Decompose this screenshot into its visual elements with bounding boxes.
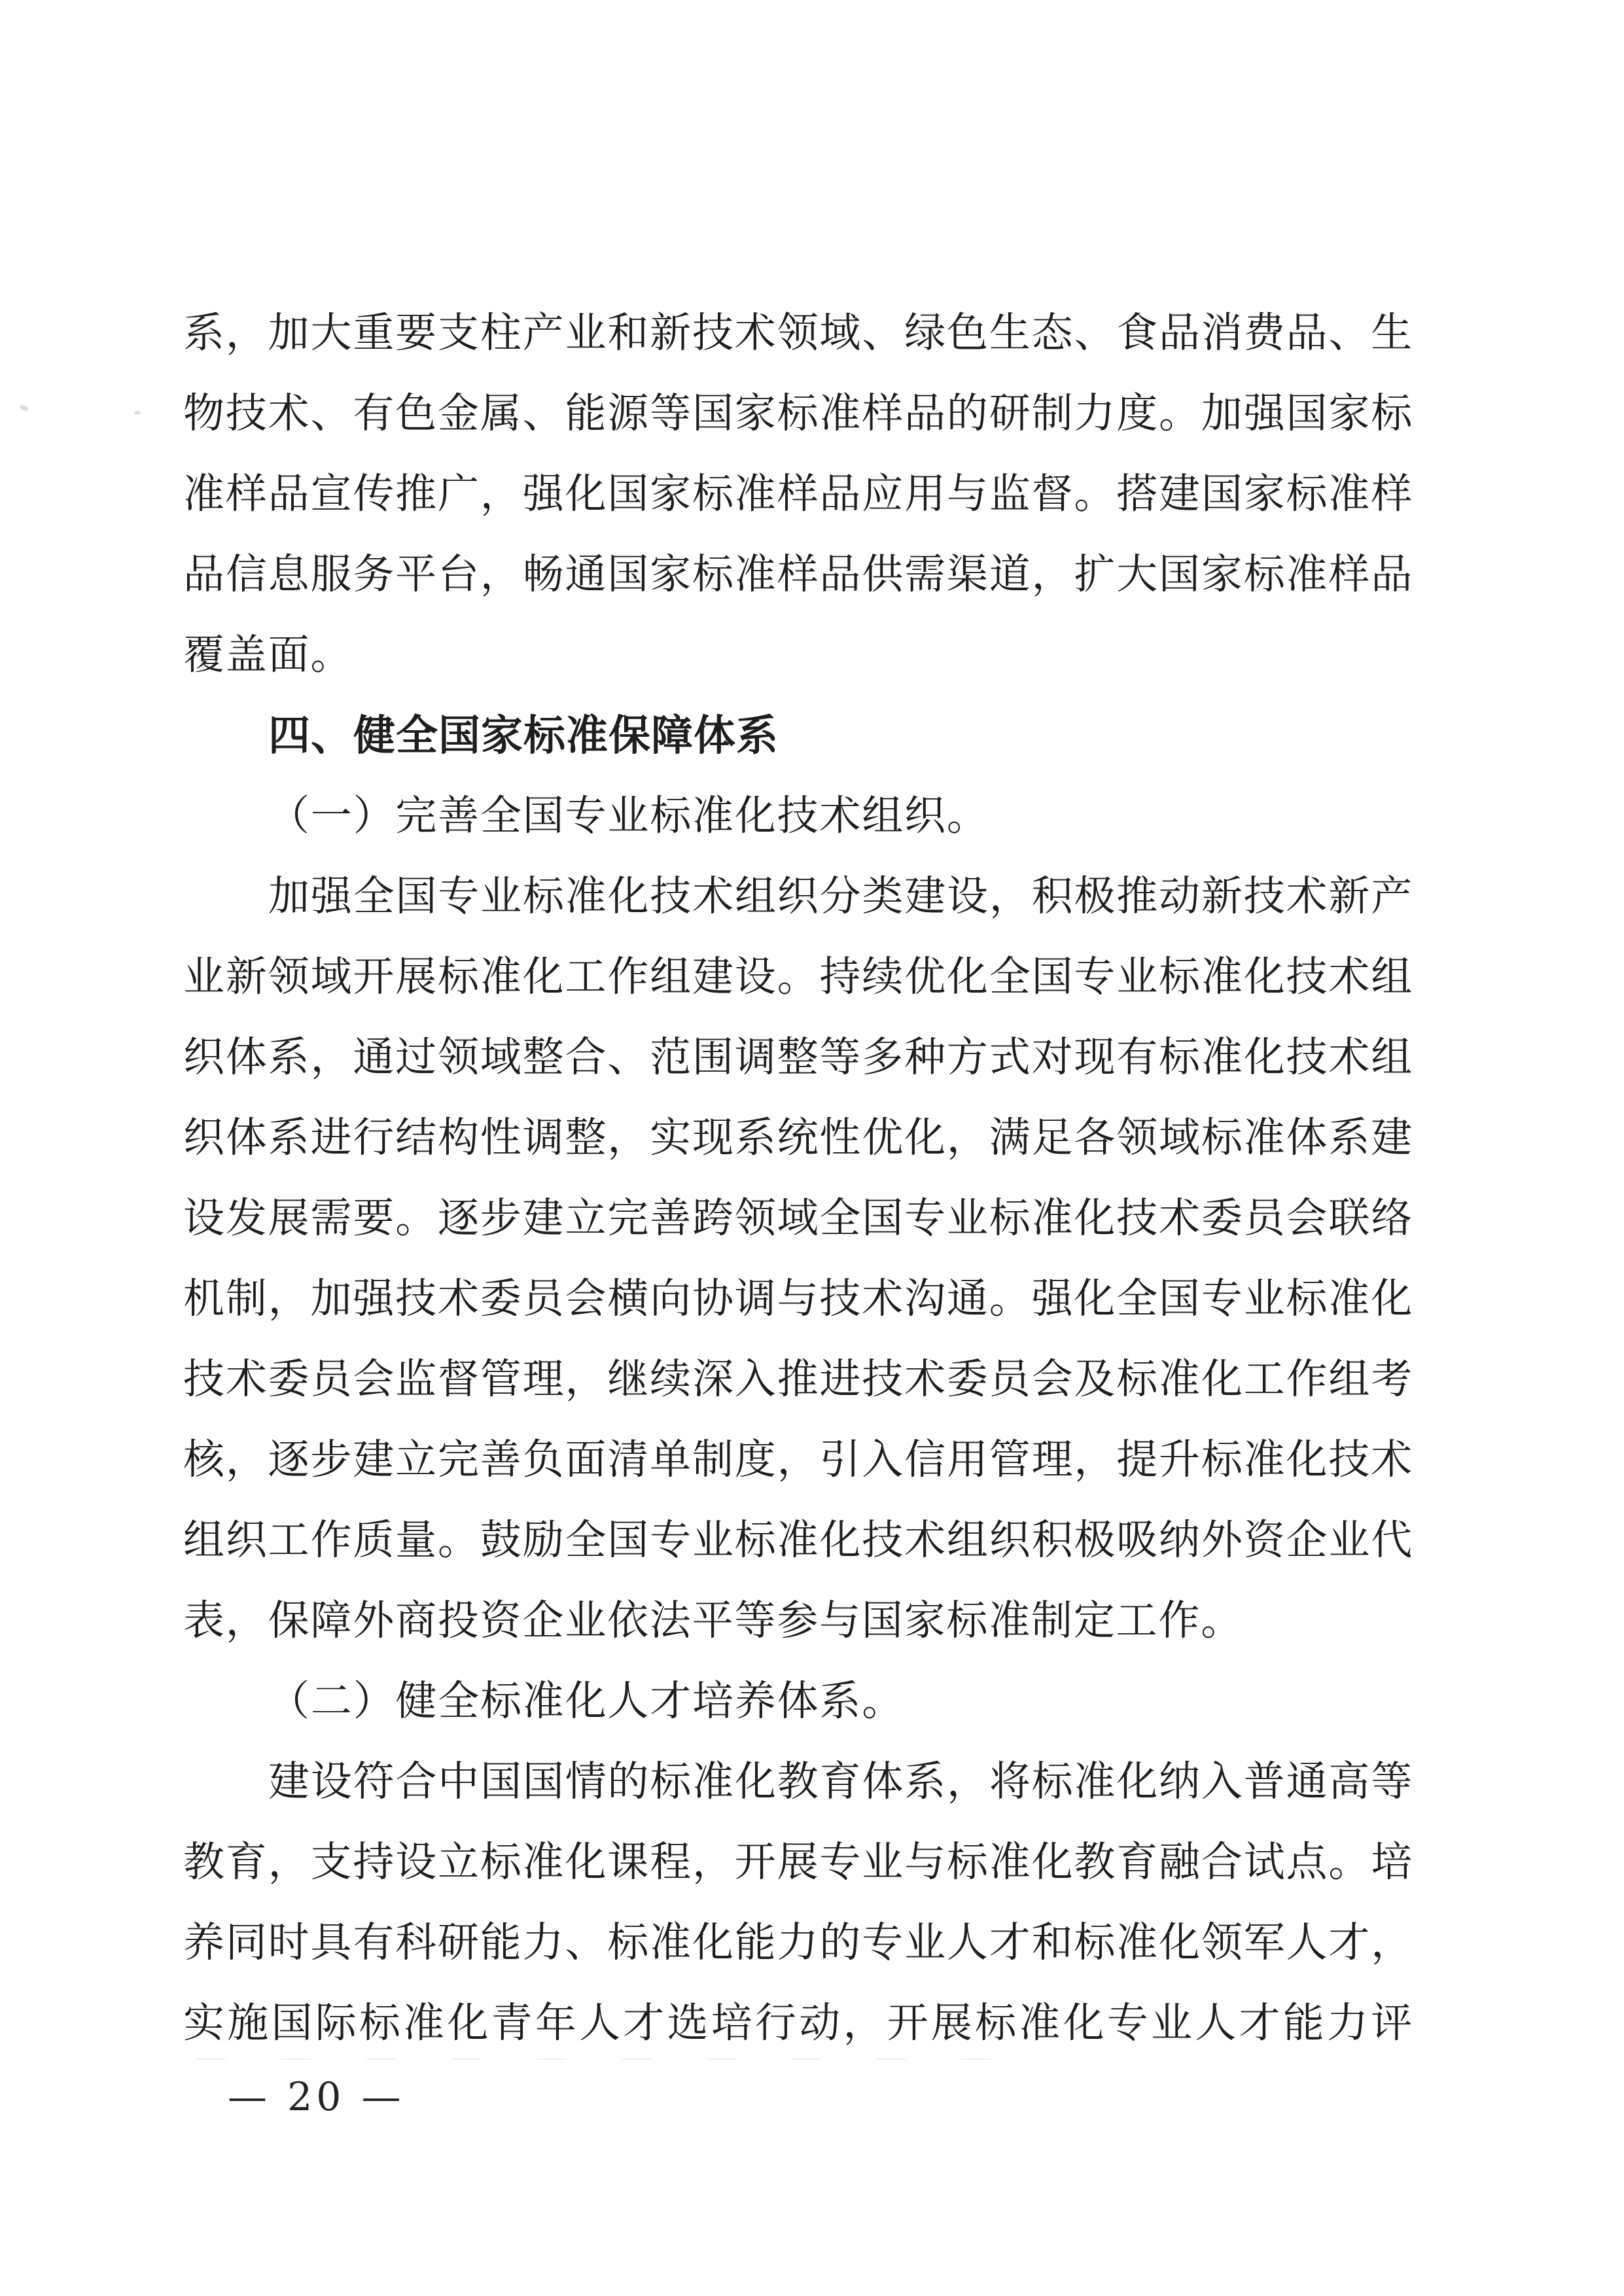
body-line: 机制，加强技术委员会横向协调与技术沟通。强化全国专业标准化 (183, 1276, 1413, 1322)
body-line: 组织工作质量。鼓励全国专业标准化技术组织积极吸纳外资企业代 (183, 1517, 1413, 1563)
body-line: 表，保障外商投资企业依法平等参与国家标准制定工作。 (183, 1598, 1243, 1644)
body-line: 织体系进行结构性调整，实现系统性优化，满足各领域标准体系建 (183, 1115, 1413, 1161)
scan-speck (19, 404, 29, 412)
body-line: 覆盖面。 (183, 632, 353, 678)
body-line: 教育，支持设立标准化课程，开展专业与标准化教育融合试点。培 (183, 1839, 1413, 1885)
body-line: 系，加大重要支柱产业和新技术领域、绿色生态、食品消费品、生 (183, 310, 1413, 356)
subsection-heading: （二）健全标准化人才培养体系。 (268, 1678, 904, 1724)
body-line: 设发展需要。逐步建立完善跨领域全国专业标准化技术委员会联络 (183, 1195, 1413, 1241)
body-line: 物技术、有色金属、能源等国家标准样品的研制力度。加强国家标 (183, 391, 1413, 436)
body-line: 业新领域开展标准化工作组建设。持续优化全国专业标准化技术组 (183, 954, 1413, 1000)
body-line: 实施国际标准化青年人才选培行动，开展标准化专业人才能力评 (183, 2000, 1413, 2046)
subsection-heading: （一）完善全国专业标准化技术组织。 (268, 793, 989, 839)
document-text-block (183, 293, 1413, 2064)
body-line: 品信息服务平台，畅通国家标准样品供需渠道，扩大国家标准样品 (183, 552, 1413, 597)
scan-artifact-line (196, 2058, 1014, 2060)
body-line: 加强全国专业标准化技术组织分类建设，积极推动新技术新产 (268, 874, 1413, 919)
page-number: — 20 — (228, 2074, 405, 2120)
body-line: 准样品宣传推广，强化国家标准样品应用与监督。搭建国家标准样 (183, 471, 1413, 517)
section-heading: 四、健全国家标准保障体系 (268, 712, 779, 759)
scan-speck (134, 411, 141, 415)
body-line: 核，逐步建立完善负面清单制度，引入信用管理，提升标准化技术 (183, 1437, 1413, 1483)
body-line: 建设符合中国国情的标准化教育体系，将标准化纳入普通高等 (268, 1759, 1413, 1805)
body-line: 织体系，通过领域整合、范围调整等多种方式对现有标准化技术组 (183, 1034, 1413, 1080)
body-line: 养同时具有科研能力、标准化能力的专业人才和标准化领军人才， (183, 1920, 1413, 1966)
body-line: 技术委员会监督管理，继续深入推进技术委员会及标准化工作组考 (183, 1356, 1413, 1402)
